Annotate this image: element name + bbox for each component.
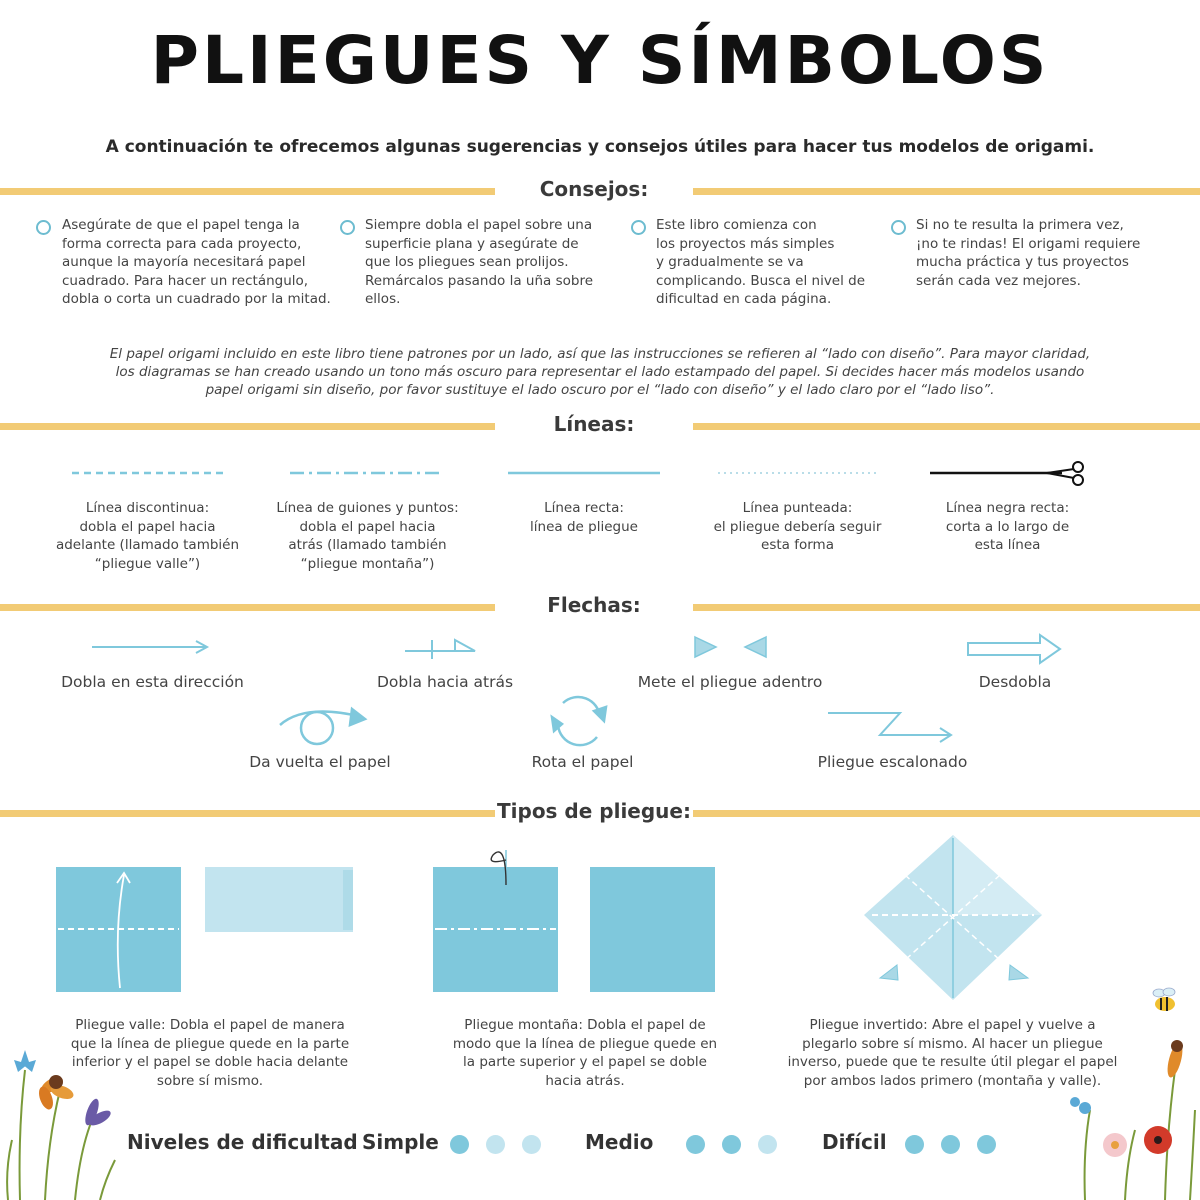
line-samples	[0, 460, 1200, 490]
line-caption-cut: Línea negra recta: corta a lo largo de esta línea	[945, 500, 1070, 553]
difficulty-dot	[686, 1135, 705, 1154]
section-divider-left	[0, 604, 495, 611]
wildflowers-left-illustration	[0, 1020, 140, 1200]
difficulty-dot	[486, 1135, 505, 1154]
difficulty-label: Niveles de dificultad	[127, 1130, 358, 1154]
line-caption-dotted: Línea punteada: el pliegue debería seguir esta forma	[713, 500, 882, 553]
line-caption-dashed: Línea discontinua: dobla el papel hacia adelante (llamado también “pliegue valle”)	[55, 500, 240, 572]
level-name-dificil: Difícil	[822, 1130, 887, 1154]
arrow-caption-unfold: Desdobla	[978, 673, 1052, 691]
level-name-medio: Medio	[585, 1130, 654, 1154]
difficulty-dot	[722, 1135, 741, 1154]
tip-4: Si no te resulta la primera vez, ¡no te rindas! El origami requiere mucha práctica y tus proyectos serán cada vez mejores.	[916, 217, 1141, 289]
difficulty-dot	[941, 1135, 960, 1154]
bullet-circle-icon	[631, 220, 646, 235]
difficulty-dot	[758, 1135, 777, 1154]
fold-caption-valley: Pliegue valle: Dobla el papel de manera que la línea de pliegue quede en la parte inferior y el papel se doble hacia delante sobre sí mismo.	[70, 1017, 350, 1089]
mountain-fold-diagram	[433, 850, 715, 992]
section-divider-left	[0, 188, 495, 195]
section-title-lineas: Líneas:	[553, 412, 635, 436]
section-divider-right	[693, 188, 1200, 195]
section-title-flechas: Flechas:	[547, 593, 641, 617]
orange-flower-icon	[1165, 1040, 1186, 1079]
bullet-circle-icon	[340, 220, 355, 235]
page-subtitle: A continuación te ofrecemos algunas sugerencias y consejos útiles para hacer tus modelos de origami.	[105, 137, 1095, 157]
line-caption-solid: Línea recta: línea de pliegue	[530, 500, 638, 535]
difficulty-dot	[522, 1135, 541, 1154]
bee-icon	[1153, 988, 1175, 1011]
scissors-icon	[1047, 462, 1083, 485]
section-divider-left	[0, 423, 495, 430]
page-title: PLIEGUES Y SÍMBOLOS	[150, 22, 1050, 99]
arrow-caption-turn-over: Da vuelta el papel	[249, 753, 391, 771]
level-name-simple: Simple	[362, 1130, 439, 1154]
fold-caption-reverse: Pliegue invertido: Abre el papel y vuelve a plegarlo sobre sí mismo. Al hacer un pliegue inverso, puede que te resulte útil plegar el papel por ambos lados primero (montaña y valle).	[787, 1017, 1118, 1089]
arrow-caption-rotate: Rota el papel	[531, 753, 634, 771]
cornflower-icon	[14, 1050, 36, 1072]
purple-flower-icon	[83, 1097, 113, 1128]
red-poppy-icon	[1144, 1126, 1172, 1154]
difficulty-dot	[905, 1135, 924, 1154]
wildflowers-right-illustration	[1055, 980, 1200, 1200]
tip-1: Asegúrate de que el papel tenga la forma correcta para cada proyecto, aunque la mayoría necesitará papel cuadrado. Para hacer un rectángulo, dobla o corta un cuadrado por la mitad.	[62, 217, 331, 307]
arrow-caption-fold-back: Dobla hacia atrás	[376, 673, 514, 691]
bullet-circle-icon	[36, 220, 51, 235]
design-side-note: El papel origami incluido en este libro tiene patrones por un lado, así que las instrucciones se refieren al “lado con diseño”. Para mayor claridad, los diagramas se han creado usando un tono más oscuro para representar el lado estampado del papel. Si decides hacer más modelos usando papel origami sin diseño, por favor sustituye el lado oscuro por el “lado con diseño” y el lado claro por el “lado liso”.	[109, 346, 1091, 398]
line-caption-dash-dot: Línea de guiones y puntos: dobla el papel hacia atrás (llamado también “pliegue montaña”)	[276, 500, 459, 572]
unfold-arrow-icon	[968, 635, 1060, 663]
section-divider-left	[0, 810, 495, 817]
arrow-caption-pleat: Pliegue escalonado	[817, 753, 968, 771]
reverse-fold-diagram	[864, 835, 1042, 1000]
section-divider-right	[693, 810, 1200, 817]
fold-caption-mountain: Pliegue montaña: Dobla el papel de modo que la línea de pliegue quede en la parte superior y el papel se doble hacia atrás.	[452, 1017, 718, 1089]
rotate-arrows-icon	[552, 697, 606, 745]
difficulty-dot	[977, 1135, 996, 1154]
section-title-tipos: Tipos de pliegue:	[497, 799, 691, 823]
pink-flower-icon	[1103, 1133, 1127, 1157]
tuck-in-arrows-icon	[695, 637, 766, 657]
tip-3: Este libro comienza con los proyectos más simples y gradualmente se va complicando. Busca el nivel de dificultad en cada página.	[656, 217, 866, 307]
tip-2: Siempre dobla el papel sobre una superficie plana y asegúrate de que los pliegues sean prolijos. Remárcalos pasando la uña sobre ellos.	[365, 217, 594, 307]
blue-flower-icon	[1070, 1097, 1091, 1114]
fold-direction-arrow-icon	[92, 641, 207, 653]
pleat-fold-arrow-icon	[828, 713, 951, 742]
section-divider-right	[693, 604, 1200, 611]
arrow-caption-tuck-in: Mete el pliegue adentro	[637, 673, 823, 691]
turn-over-arrow-icon	[280, 709, 365, 744]
fold-type-diagrams	[0, 830, 1200, 1010]
difficulty-dot	[450, 1135, 469, 1154]
section-divider-right	[693, 423, 1200, 430]
arrow-caption-fold-direction: Dobla en esta dirección	[61, 673, 244, 691]
fold-back-arrow-icon	[405, 640, 475, 659]
bullet-circle-icon	[891, 220, 906, 235]
valley-fold-diagram	[56, 867, 353, 992]
section-title-consejos: Consejos:	[539, 177, 649, 201]
